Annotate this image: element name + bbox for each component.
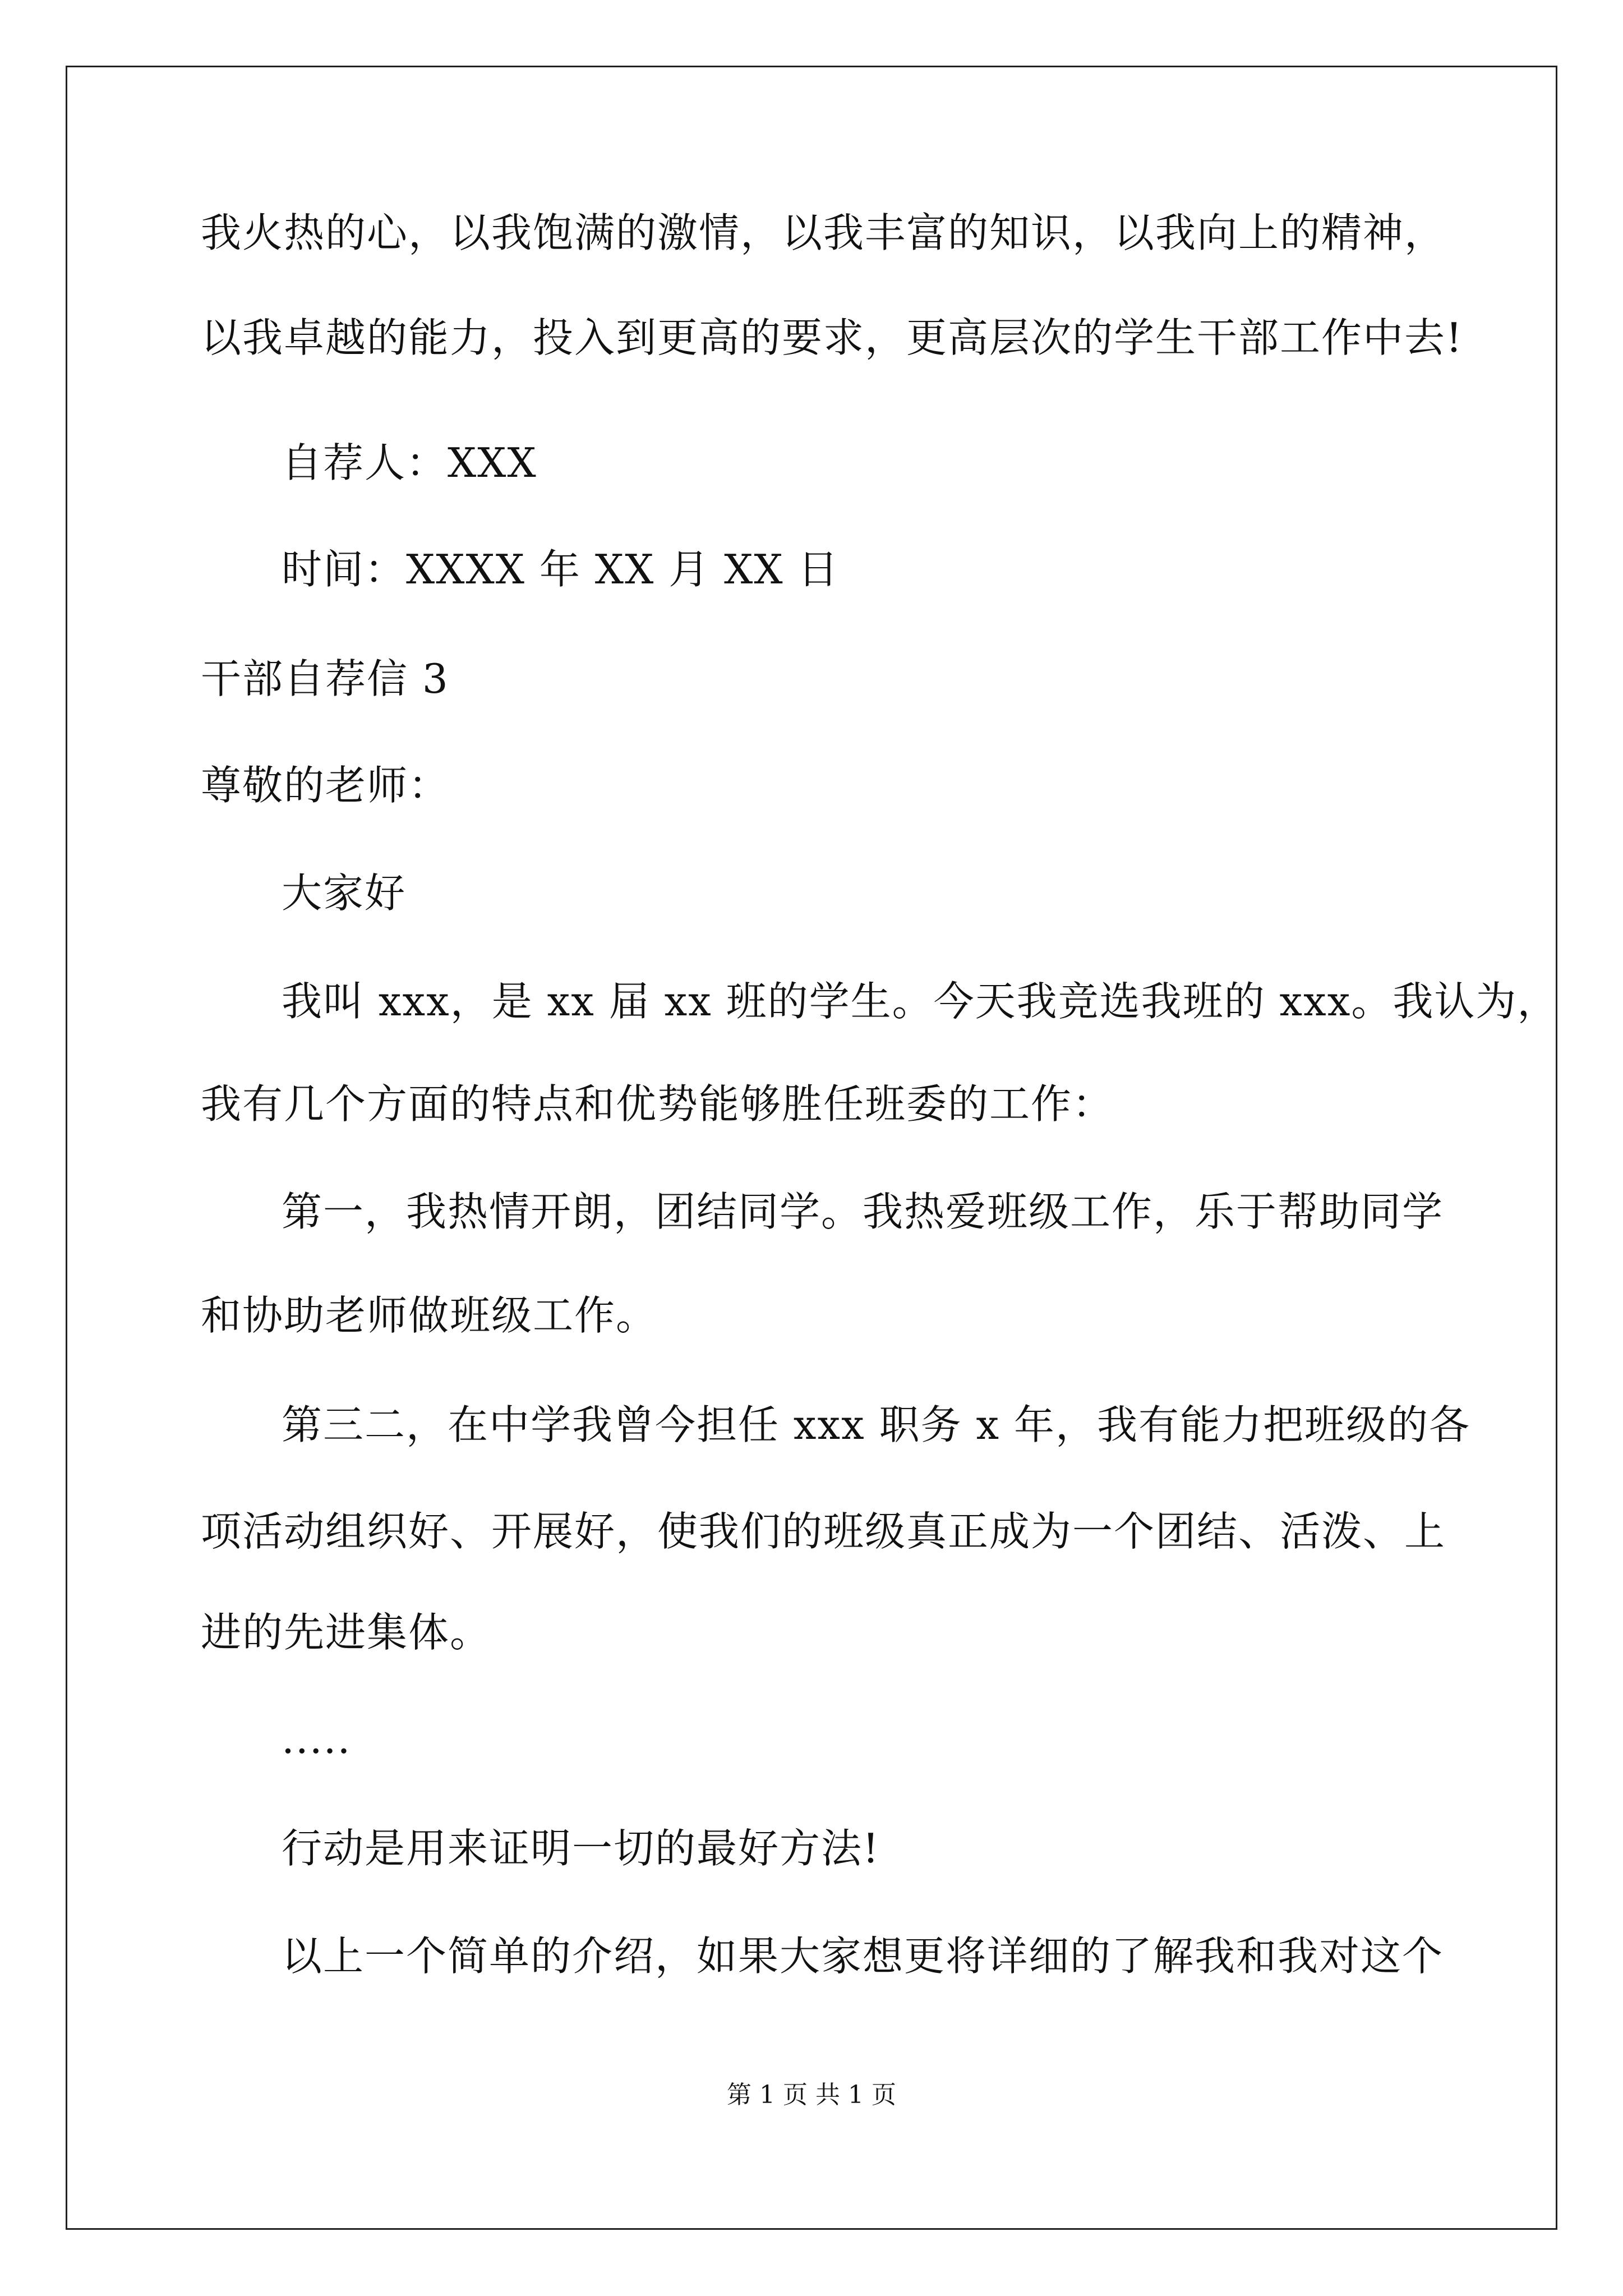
text-line-17: 以上一个简单的介绍，如果大家想更将详细的了解我和我对这个: [282, 1932, 1444, 1980]
text-line-10: 第一，我热情开朗，团结同学。我热爱班级工作，乐于帮助同学: [282, 1188, 1444, 1235]
ellipsis-line: .....: [282, 1715, 352, 1763]
text-line-2: 以我卓越的能力，投入到更高的要求，更高层次的学生干部工作中去!: [201, 314, 1463, 361]
page-border: [66, 66, 1557, 2230]
signature-recommender: 自荐人：XXX: [282, 439, 537, 486]
salutation: 尊敬的老师：: [201, 762, 450, 809]
text-line-16: 行动是用来证明一切的最好方法!: [282, 1825, 880, 1872]
text-line-13: 项活动组织好、开展好，使我们的班级真正成为一个团结、活泼、上: [201, 1508, 1446, 1555]
section-heading: 干部自荐信 3: [201, 655, 449, 702]
text-line-14: 进的先进集体。: [201, 1609, 492, 1656]
page-footer: 第 1 页 共 1 页: [727, 2081, 896, 2109]
signature-date: 时间：XXXX 年 XX 月 XX 日: [282, 546, 840, 593]
text-line-11: 和协助老师做班级工作。: [201, 1292, 658, 1339]
text-line-9: 我有几个方面的特点和优势能够胜任班委的工作：: [201, 1080, 1114, 1128]
text-line-12: 第三二，在中学我曾今担任 xxx 职务 x 年，我有能力把班级的各: [282, 1401, 1470, 1448]
text-line-8: 我叫 xxx，是 xx 届 xx 班的学生。今天我竞选我班的 xxx。我认为，: [282, 978, 1559, 1025]
text-line-1: 我火热的心，以我饱满的激情，以我丰富的知识，以我向上的精神，: [201, 209, 1446, 256]
greeting: 大家好: [282, 869, 407, 917]
